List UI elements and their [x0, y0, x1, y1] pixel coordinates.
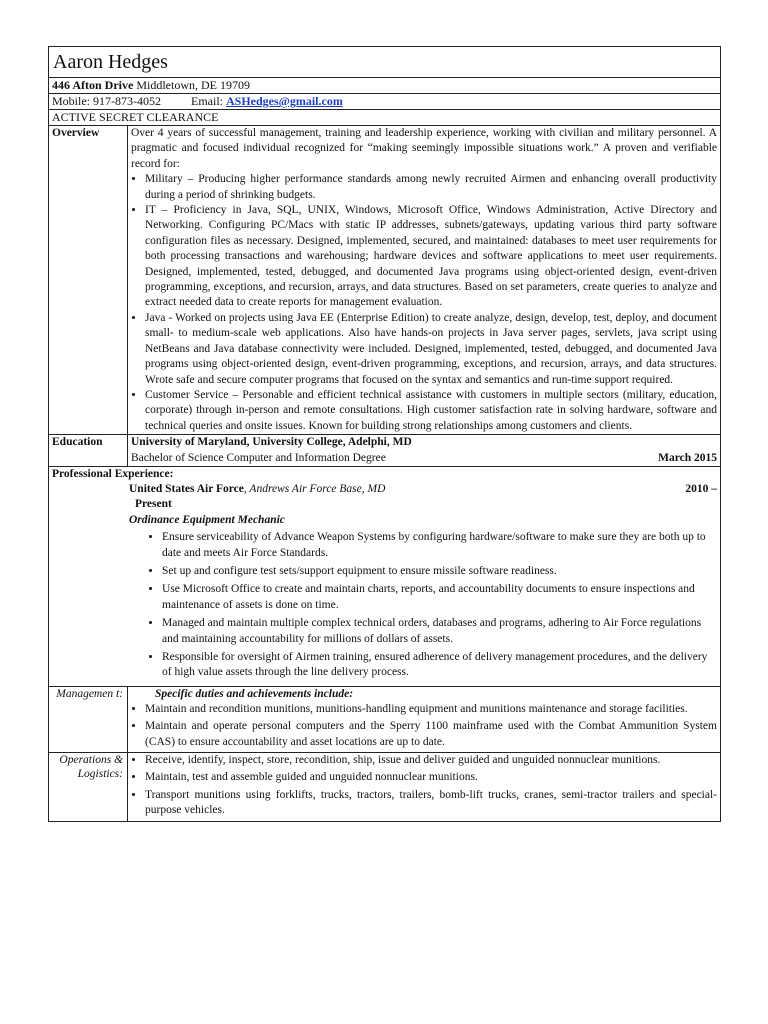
- overview-row: [49, 126, 721, 435]
- overview-bullet: • Java - Worked on projects using Java EE (Enterprise Edition) to create analyze, design, develop, test, deploy, and document small- to medium-scale web applications. Also have hands-on projects in Java server pages, servlets, java script using NetBeans and Java database connectivity were included. Designed, implemented, tested, debugged, and documented Java programs using object-oriented design, event-driven programming, exceptions, and recursion, arrays, and data structures. Wrote safe and secure computer programs that focused on the syntax and semantics and run-time support required.: [145, 311, 717, 388]
- employer: United States Air Force: [129, 482, 244, 495]
- overview-intro: Over 4 years of successful management, training and leadership experience, working with civilian and military personnel. A pragmatic and focused individual recognized for “making seemingly impossible situations work.” A proven and verifiable record for:: [131, 127, 717, 170]
- experience-list: [52, 530, 717, 681]
- job-title: Ordinance Equipment Mechanic: [129, 513, 285, 526]
- management-bullet: • Maintain and recondition munitions, munitions-handling equipment and munitions maintenance and storage facilities.: [145, 702, 717, 717]
- email-link[interactable]: ASHedges@gmail.com: [226, 94, 343, 108]
- experience-row: [49, 466, 721, 686]
- management-label: Managemen t:: [49, 686, 128, 752]
- operations-bullet: • Maintain, test and assemble guided and unguided nonnuclear munitions.: [145, 770, 717, 785]
- operations-bullet: • Transport munitions using forklifts, trucks, tractors, trailers, bomb-lift trucks, cranes, semi-tractor trailers and special-purpose vehicles.: [145, 788, 717, 819]
- resume-table: [48, 46, 721, 822]
- operations-list: [131, 753, 717, 819]
- street: 446 Afton Drive: [52, 78, 134, 92]
- experience-bullet: • Managed and maintain multiple complex technical orders, databases and programs, adhering to Air Force regulations and maintaining accountability for millions of dollars of assets.: [162, 616, 717, 647]
- education-row: [49, 435, 721, 467]
- degree-date: March 2015: [658, 451, 717, 464]
- overview-label: Overview: [49, 126, 128, 435]
- operations-content: [128, 753, 721, 822]
- experience-bullet: • Use Microsoft Office to create and maintain charts, reports, and accountability documents to ensure inspections and maintenance of assets is done on time.: [162, 582, 717, 613]
- management-heading: Specific duties and achievements include:: [155, 687, 354, 700]
- education-label: Education: [49, 435, 128, 467]
- overview-bullet: • Military – Producing higher performance standards among newly recruited Airmen and enhancing overall productivity during a period of shrinking budgets.: [145, 172, 717, 203]
- overview-list: [131, 172, 717, 434]
- operations-bullet: • Receive, identify, inspect, store, recondition, ship, issue and deliver guided and unguided nonnuclear munitions.: [145, 753, 717, 768]
- experience-bullet: • Set up and configure test sets/support equipment to ensure missile software readiness.: [162, 564, 717, 579]
- management-row: [49, 686, 721, 752]
- address-row: [49, 78, 721, 94]
- contact-row: [49, 94, 721, 110]
- address: [49, 78, 721, 94]
- degree: Bachelor of Science Computer and Information Degree: [131, 451, 386, 464]
- overview-content: [128, 126, 721, 435]
- contact: [49, 94, 721, 110]
- degree-line: [131, 451, 717, 466]
- operations-row: [49, 753, 721, 822]
- name-row: [49, 47, 721, 78]
- overview-bullet: • IT – Proficiency in Java, SQL, UNIX, Windows, Microsoft Office, Windows Administration, Active Directory and Networking. Configuring PC/Macs with static IP addresses, subnets/gateways, updating various third party software configuration files as necessary. Designed, implemented, secured, and maintained: databases to meet user requirements for both processing transactions and warehousing; hardware devices and software applications to meet user requirements. Designed, implemented, tested, debugged, and documented Java programs using object-oriented design, event-driven programming, exceptions, and recursion, arrays, and data structures. Based on set parameters, create queries to analyze and extract needed data to create reports for management evaluation.: [145, 203, 717, 311]
- employer-line: [52, 482, 717, 497]
- clearance: ACTIVE SECRET CLEARANCE: [49, 110, 721, 126]
- experience-bullet: • Ensure serviceability of Advance Weapon Systems by configuring hardware/software to make sure they are both up to date and meets Air Force Standards.: [162, 530, 717, 561]
- management-content: [128, 686, 721, 752]
- experience-content: [49, 466, 721, 686]
- experience-bullet: • Responsible for oversight of Airmen training, ensured adherence of delivery management procedures, and the delivery of high value assets through the line delivery process.: [162, 650, 717, 681]
- operations-label: Operations & Logistics:: [49, 753, 128, 822]
- city: Middletown, DE 19709: [133, 78, 250, 92]
- dates-start: 2010 –: [685, 482, 717, 495]
- overview-bullet: • Customer Service – Personable and efficient technical assistance with customers in multiple sectors (military, education, corporate) through in-person and remote consultations. High customer satisfaction rate in solving hardware, software and technical queries and onsite issues. Known for building strong relationships among customers and clients.: [145, 388, 717, 434]
- mobile: Mobile: 917-873-4052: [52, 94, 161, 108]
- email-label: Email:: [191, 94, 226, 108]
- education-content: [128, 435, 721, 467]
- employer-location: , Andrews Air Force Base, MD: [243, 482, 386, 495]
- management-bullet: • Maintain and operate personal computers and the Sperry 1100 mainframe used with the Combat Ammunition System (CAS) to ensure accountability and asset locations are up to date.: [145, 719, 717, 750]
- candidate-name: Aaron Hedges: [49, 47, 721, 78]
- school: University of Maryland, University College, Adelphi, MD: [131, 436, 412, 449]
- management-list: [131, 702, 717, 750]
- experience-heading: Professional Experience:: [52, 467, 174, 480]
- clearance-row: [49, 110, 721, 126]
- dates-end: Present: [135, 498, 172, 511]
